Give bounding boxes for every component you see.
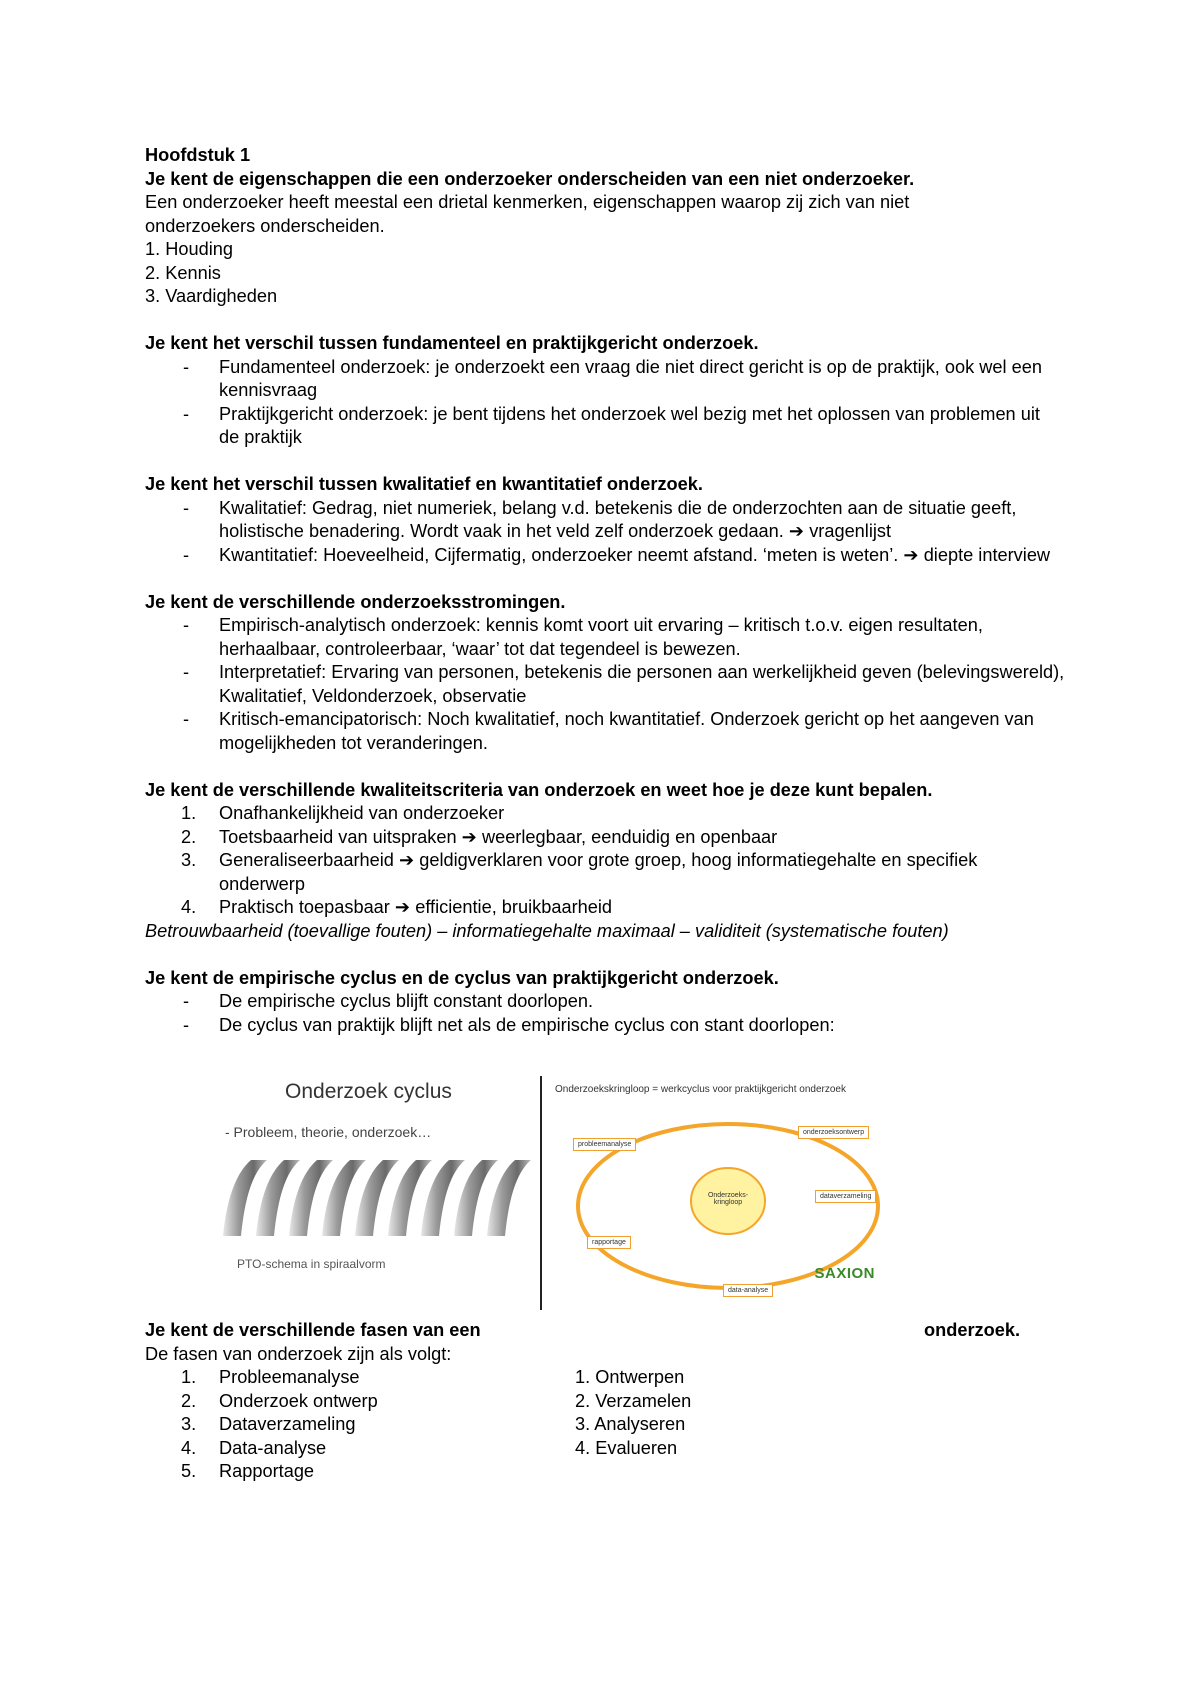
research-cycle-figure: [215, 1076, 905, 1310]
spiral-graphic: [215, 1076, 533, 1310]
numbered-item: 1. Probleemanalyse: [181, 1367, 360, 1387]
cycle-title: Onderzoekskringloop = werkcyclus voor praktijkgericht onderzoek: [555, 1084, 846, 1095]
section-title: Je kent de verschillende kwaliteitscriteria van onderzoek en weet hoe je deze kunt bepalen.: [145, 779, 933, 800]
spiral-letter: O: [513, 1195, 521, 1205]
bullet-item: - Kwalitatief: Gedrag, niet numeriek, belang v.d. betekenis die de onderzochten aan de situatie geeft, holistische benadering. Wordt vaak in het veld zelf onderzoek gedaan. ➔ vragenlijst: [183, 497, 1017, 541]
phase-rapportage: rapportage: [587, 1236, 631, 1249]
numbered-item: 1. Onafhankelijkheid van onderzoeker: [181, 803, 505, 823]
spiral-letter: O: [315, 1195, 323, 1205]
paragraph-line: Een onderzoeker heeft meestal een drietal kenmerken, eigenschappen waarop zij zich van niet: [145, 192, 910, 212]
list-item: 2. Kennis: [145, 262, 221, 283]
spiral-letter: P: [447, 1195, 453, 1205]
numbered-item: 2. Onderzoek ontwerp: [181, 1390, 378, 1411]
figure-subtitle: - Probleem, theorie, onderzoek…: [225, 1124, 432, 1140]
list-item: 3. Vaardigheden: [145, 286, 278, 306]
section-title: Je kent het verschil tussen kwalitatief en kwantitatief onderzoek.: [145, 474, 703, 494]
numbered-item: 3. Generaliseerbaarheid ➔ geldigverklaren voor grote groep, hoog informatiegehalte en specifiek onderwerp: [181, 850, 978, 894]
numbered-item: 4. Praktisch toepasbaar ➔ efficientie, bruikbaarheid: [181, 897, 613, 917]
spiral-figure: [215, 1076, 533, 1310]
paragraph-line: De fasen van onderzoek zijn als volgt:: [145, 1343, 452, 1364]
saxion-logo: SAXION: [814, 1265, 875, 1282]
bullet-item: - Kwantitatief: Hoeveelheid, Cijfermatig, onderzoeker neemt afstand. ‘meten is weten’. ➔ diepte interview: [183, 544, 1051, 565]
section-title: Je kent de verschillende onderzoeksstromingen.: [145, 591, 566, 612]
figure-title: Onderzoek cyclus: [285, 1080, 452, 1103]
bullet-item: - Empirisch-analytisch onderzoek: kennis komt voort uit ervaring – kritisch t.o.v. eigen resultaten, herhaalbaar, controleerbaar, ‘waar’ tot dat tegendeel is bewezen.: [183, 615, 983, 659]
phases-right-list: [575, 1366, 875, 1460]
cycle-center-label: Onderzoeks-kringloop: [707, 1192, 749, 1206]
phase-dataverzameling: dataverzameling: [815, 1190, 876, 1203]
list-item: 3. Analyseren: [575, 1414, 686, 1434]
numbered-item: 5. Rapportage: [181, 1461, 315, 1481]
cycle-figure: [553, 1076, 905, 1310]
spiral-coil: [487, 1160, 531, 1236]
spiral-letter: T: [480, 1195, 486, 1205]
list-item: 4. Evalueren: [575, 1437, 678, 1458]
bullet-item: - Interpretatief: Ervaring van personen, betekenis die personen aan werkelijkheid geven (belevingswereld), Kwalitatief, Veldonderzoek, observatie: [183, 662, 1065, 706]
list-item: 2. Verzamelen: [575, 1390, 692, 1411]
bullet-item: - Praktijkgericht onderzoek: je bent tijdens het onderzoek wel bezig met het oplossen van problemen uit de praktijk: [183, 403, 1040, 447]
numbered-item: 4. Data-analyse: [181, 1437, 327, 1458]
bullet-item: - De cyclus van praktijk blijft net als de empirische cyclus con stant doorlopen:: [183, 1014, 835, 1035]
bullet-item: - De empirische cyclus blijft constant doorlopen.: [183, 991, 594, 1011]
spiral-letter: P: [249, 1195, 255, 1205]
figure-caption: PTO-schema in spiraalvorm: [237, 1257, 386, 1271]
italic-note: Betrouwbaarheid (toevallige fouten) – informatiegehalte maximaal – validiteit (systematische fouten): [145, 920, 949, 941]
paragraph-line: onderzoekers onderscheiden.: [145, 215, 385, 236]
spiral-letter: T: [381, 1195, 387, 1205]
list-item: 1. Ontwerpen: [575, 1367, 685, 1387]
list-item: 1. Houding: [145, 239, 233, 259]
numbered-item: 2. Toetsbaarheid van uitspraken ➔ weerlegbaar, eenduidig en openbaar: [181, 826, 778, 847]
bullet-item: - Kritisch-emancipatorisch: Noch kwalitatief, noch kwantitatief. Onderzoek gericht op het aangeven van mogelijkheden tot veranderingen.: [183, 709, 1034, 753]
spiral-letter: P: [348, 1195, 354, 1205]
numbered-item: 3. Dataverzameling: [181, 1414, 356, 1434]
spiral-letter: O: [414, 1195, 422, 1205]
phase-data-analyse: data-analyse: [723, 1284, 773, 1297]
section-title: Je kent de empirische cyclus en de cyclus van praktijkgericht onderzoek.: [145, 967, 779, 988]
section-title: Je kent het verschil tussen fundamenteel en praktijkgericht onderzoek.: [145, 333, 759, 353]
figure-divider: [540, 1076, 542, 1310]
section-title: Je kent de eigenschappen die een onderzoeker onderscheiden van een niet onderzoeker.: [145, 168, 915, 189]
spiral-letter: T: [282, 1195, 288, 1205]
section-title: Je kent de verschillende fasen van een onderzoek.: [145, 1320, 1021, 1340]
phases-columns: [145, 1366, 1065, 1484]
phase-onderzoeksontwerp: onderzoeksontwerp: [798, 1126, 869, 1139]
bullet-item: - Fundamenteel onderzoek: je onderzoekt een vraag die niet direct gericht is op de praktijk, ook wel een kennisvraag: [183, 356, 1042, 400]
phase-probleemanalyse: probleemanalyse: [573, 1138, 636, 1151]
phases-left-list: [145, 1366, 565, 1484]
chapter-heading: Hoofdstuk 1: [145, 145, 251, 165]
